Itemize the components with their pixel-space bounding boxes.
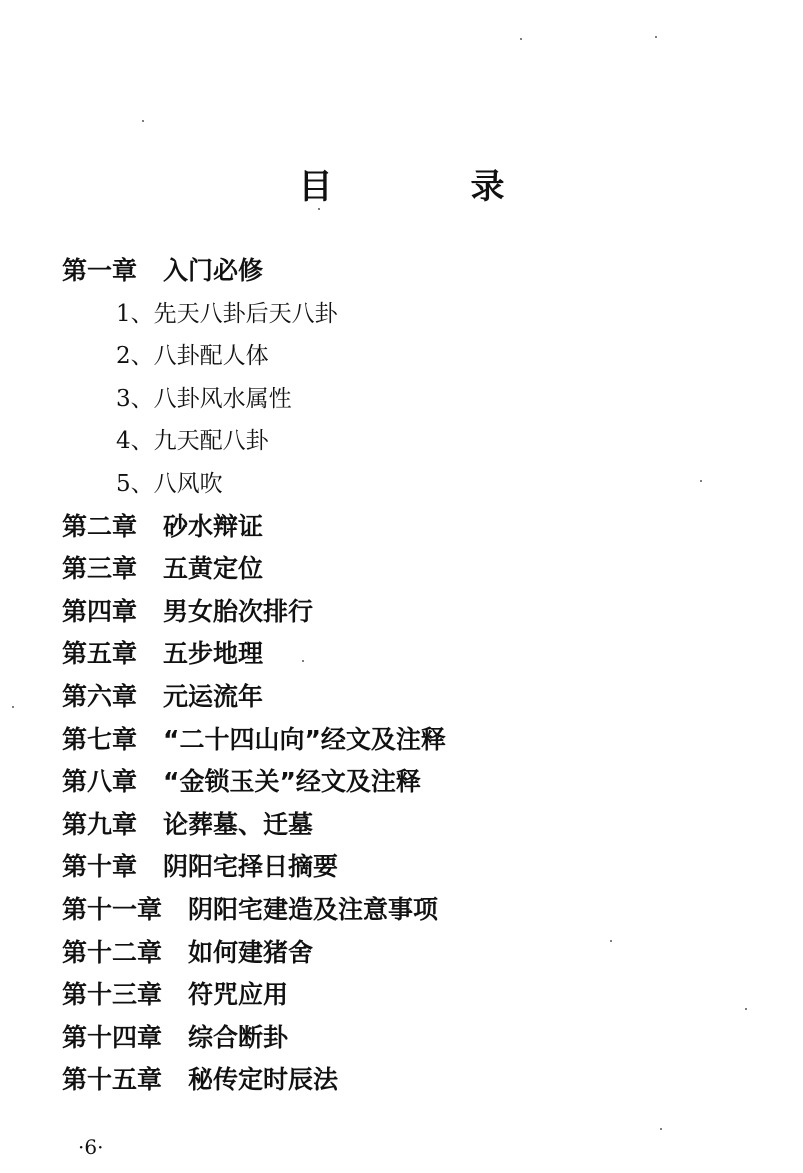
chapter-number: 第十二章 bbox=[62, 937, 163, 967]
toc-chapter-6 bbox=[62, 676, 762, 719]
chapter-number: 第十三章 bbox=[62, 980, 163, 1010]
scan-speck bbox=[700, 480, 702, 482]
chapter-title: 入门必修 bbox=[163, 256, 264, 285]
chapter-number: 第六章 bbox=[62, 681, 138, 711]
toc-section-1-1 bbox=[62, 293, 762, 336]
chapter-title: 砂水辩证 bbox=[163, 511, 264, 541]
section-title: 先天八卦后天八卦 bbox=[153, 300, 338, 327]
chapter-title: 综合断卦 bbox=[188, 1022, 289, 1052]
toc-chapter-1 bbox=[62, 250, 762, 293]
section-title: 八风吹 bbox=[153, 470, 223, 497]
chapter-number: 第七章 bbox=[62, 724, 138, 754]
toc-section-1-3 bbox=[62, 378, 762, 421]
scan-speck bbox=[302, 660, 304, 662]
chapter-title: 秘传定时辰法 bbox=[188, 1065, 339, 1095]
section-title: 九天配八卦 bbox=[153, 428, 269, 455]
toc-chapter-11 bbox=[62, 889, 762, 932]
toc-chapter-12 bbox=[62, 932, 762, 975]
chapter-number: 第十四章 bbox=[62, 1022, 163, 1052]
section-title: 八卦风水属性 bbox=[153, 385, 292, 412]
toc-section-1-5 bbox=[62, 463, 762, 506]
toc-chapter-2 bbox=[62, 506, 762, 549]
chapter-title: 论葬墓、迁墓 bbox=[163, 809, 314, 839]
table-of-contents bbox=[62, 250, 762, 1102]
section-number: 3、 bbox=[116, 385, 154, 412]
section-number: 4、 bbox=[116, 428, 154, 455]
toc-chapter-7 bbox=[62, 719, 762, 762]
chapter-number: 第三章 bbox=[62, 554, 138, 584]
scan-speck bbox=[610, 940, 612, 942]
chapter-title: 元运流年 bbox=[163, 681, 264, 711]
scan-speck bbox=[520, 38, 522, 40]
chapter-title: 五步地理 bbox=[163, 639, 264, 669]
chapter-title: “二十四山向”经文及注释 bbox=[163, 724, 446, 754]
toc-chapter-4 bbox=[62, 591, 762, 634]
toc-chapter-5 bbox=[62, 633, 762, 676]
chapter-number: 第四章 bbox=[62, 596, 138, 626]
toc-section-1-4 bbox=[62, 420, 762, 463]
chapter-number: 第五章 bbox=[62, 639, 138, 669]
scan-speck bbox=[655, 36, 657, 38]
chapter-number: 第九章 bbox=[62, 809, 138, 839]
toc-chapter-8 bbox=[62, 761, 762, 804]
scan-speck bbox=[12, 706, 14, 708]
section-title: 八卦配人体 bbox=[153, 343, 269, 370]
section-number: 2、 bbox=[116, 343, 154, 370]
toc-chapter-14 bbox=[62, 1017, 762, 1060]
section-number: 5、 bbox=[116, 470, 154, 497]
chapter-title: “金锁玉关”经文及注释 bbox=[163, 767, 421, 797]
section-number: 1、 bbox=[116, 300, 154, 327]
scan-speck bbox=[745, 1008, 747, 1010]
chapter-number: 第二章 bbox=[62, 511, 138, 541]
chapter-title: 如何建猪舍 bbox=[188, 937, 314, 967]
chapter-number: 第一章 bbox=[62, 256, 138, 285]
chapter-title: 符咒应用 bbox=[188, 980, 289, 1010]
chapter-number: 第十一章 bbox=[62, 894, 163, 924]
chapter-number: 第八章 bbox=[62, 767, 138, 797]
toc-chapter-10 bbox=[62, 846, 762, 889]
scan-speck bbox=[318, 208, 320, 210]
chapter-title: 五黄定位 bbox=[163, 554, 264, 584]
chapter-number: 第十章 bbox=[62, 852, 138, 882]
page-title: 目 录 bbox=[298, 167, 557, 207]
scan-speck bbox=[142, 120, 144, 122]
toc-chapter-9 bbox=[62, 804, 762, 847]
toc-section-1-2 bbox=[62, 335, 762, 378]
chapter-title: 男女胎次排行 bbox=[163, 596, 314, 626]
chapter-number: 第十五章 bbox=[62, 1065, 163, 1095]
toc-chapter-15 bbox=[62, 1059, 762, 1102]
chapter-title: 阴阳宅建造及注意事项 bbox=[188, 894, 439, 924]
toc-chapter-3 bbox=[62, 548, 762, 591]
scan-speck bbox=[660, 1128, 662, 1130]
toc-chapter-13 bbox=[62, 974, 762, 1017]
page-number: ·6· bbox=[78, 1135, 104, 1159]
chapter-title: 阴阳宅择日摘要 bbox=[163, 852, 339, 882]
